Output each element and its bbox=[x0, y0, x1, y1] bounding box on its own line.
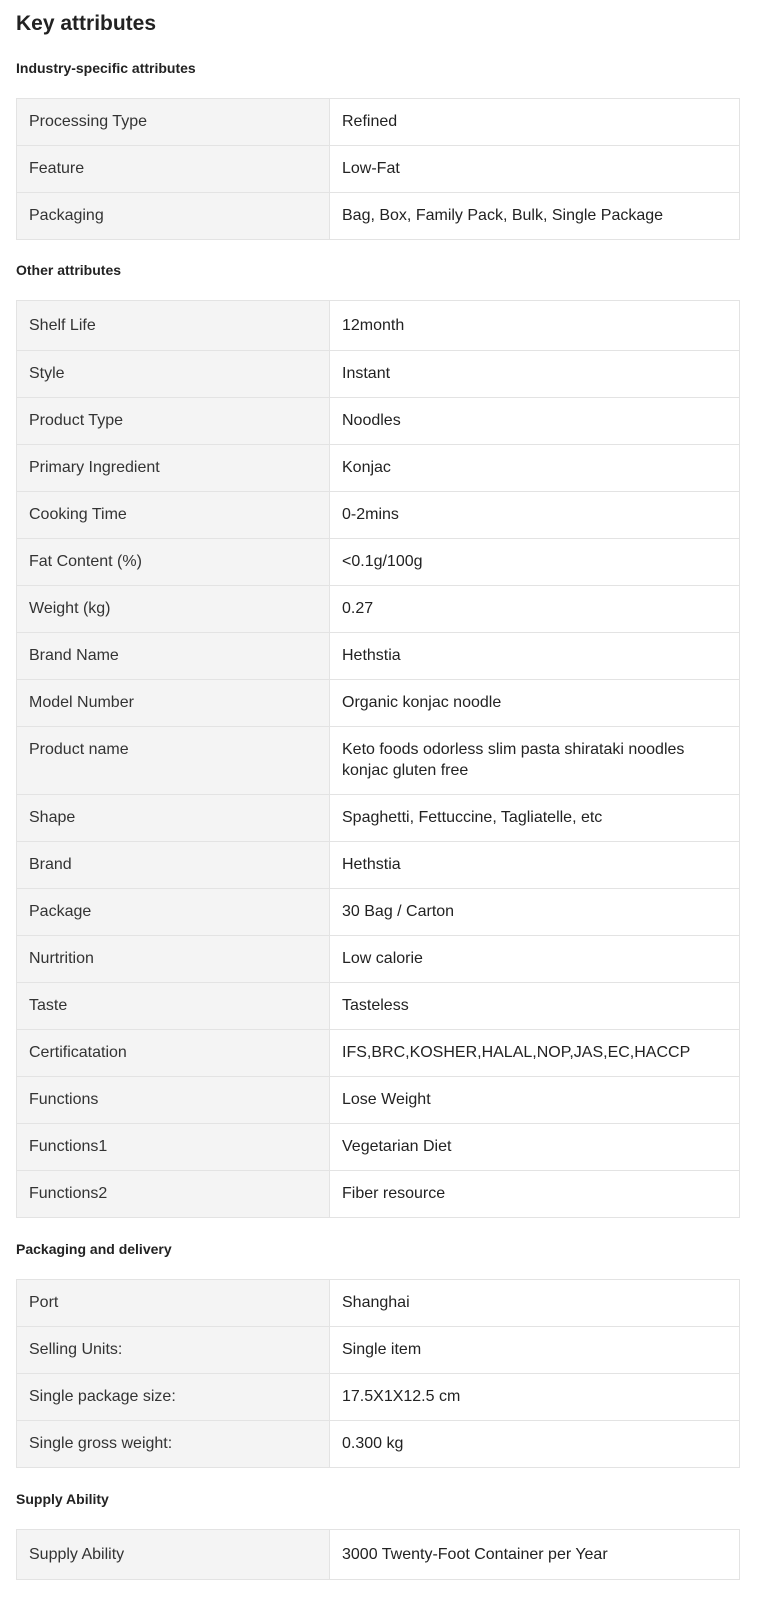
attribute-value: Low calorie bbox=[330, 936, 740, 983]
table-row bbox=[17, 1327, 740, 1374]
table-row bbox=[17, 727, 740, 795]
attribute-value: Organic konjac noodle bbox=[330, 680, 740, 727]
key-attributes-panel bbox=[16, 0, 740, 1580]
attribute-label: Selling Units: bbox=[17, 1327, 330, 1374]
table-row bbox=[17, 445, 740, 492]
attribute-label: Nurtrition bbox=[17, 936, 330, 983]
table-row bbox=[17, 99, 740, 146]
table-row bbox=[17, 301, 740, 351]
attribute-value: Bag, Box, Family Pack, Bulk, Single Package bbox=[330, 193, 740, 240]
section-title-industry-specific: Industry-specific attributes bbox=[16, 60, 196, 76]
attribute-value: IFS,BRC,KOSHER,HALAL,NOP,JAS,EC,HACCP bbox=[330, 1030, 740, 1077]
attribute-label: Port bbox=[17, 1280, 330, 1327]
table-row bbox=[17, 889, 740, 936]
attribute-value: Instant bbox=[330, 351, 740, 398]
table-row bbox=[17, 795, 740, 842]
attribute-value: Shanghai bbox=[330, 1280, 740, 1327]
attribute-label: Supply Ability bbox=[17, 1530, 330, 1580]
attribute-label: Functions2 bbox=[17, 1171, 330, 1218]
attribute-value: Lose Weight bbox=[330, 1077, 740, 1124]
attributes-table-other bbox=[16, 300, 740, 1218]
attributes-table-supply-ability bbox=[16, 1529, 740, 1580]
attribute-label: Product name bbox=[17, 727, 330, 795]
table-row bbox=[17, 842, 740, 889]
table-row bbox=[17, 1530, 740, 1580]
attribute-label: Functions1 bbox=[17, 1124, 330, 1171]
attribute-value: 0-2mins bbox=[330, 492, 740, 539]
table-row bbox=[17, 146, 740, 193]
attribute-label: Model Number bbox=[17, 680, 330, 727]
attribute-label: Cooking Time bbox=[17, 492, 330, 539]
attribute-value: Hethstia bbox=[330, 842, 740, 889]
attribute-label: Processing Type bbox=[17, 99, 330, 146]
attribute-value: 3000 Twenty-Foot Container per Year bbox=[330, 1530, 740, 1580]
attribute-label: Functions bbox=[17, 1077, 330, 1124]
attribute-label: Shape bbox=[17, 795, 330, 842]
table-row bbox=[17, 983, 740, 1030]
attribute-value: Tasteless bbox=[330, 983, 740, 1030]
table-row bbox=[17, 492, 740, 539]
table-row bbox=[17, 680, 740, 727]
attribute-label: Packaging bbox=[17, 193, 330, 240]
table-row bbox=[17, 1124, 740, 1171]
section-title-other: Other attributes bbox=[16, 262, 122, 278]
table-row bbox=[17, 1421, 740, 1468]
attribute-value: Hethstia bbox=[330, 633, 740, 680]
table-row bbox=[17, 1280, 740, 1327]
attribute-value: Spaghetti, Fettuccine, Tagliatelle, etc bbox=[330, 795, 740, 842]
page-title: Key attributes bbox=[16, 12, 157, 35]
attribute-label: Weight (kg) bbox=[17, 586, 330, 633]
table-row bbox=[17, 586, 740, 633]
attribute-value: 0.27 bbox=[330, 586, 740, 633]
table-row bbox=[17, 1374, 740, 1421]
table-row bbox=[17, 398, 740, 445]
attribute-label: Single package size: bbox=[17, 1374, 330, 1421]
attributes-table-packaging-delivery bbox=[16, 1279, 740, 1468]
table-row bbox=[17, 633, 740, 680]
attribute-value: Refined bbox=[330, 99, 740, 146]
section-title-packaging-delivery: Packaging and delivery bbox=[16, 1241, 172, 1257]
attribute-value: <0.1g/100g bbox=[330, 539, 740, 586]
table-row bbox=[17, 351, 740, 398]
attribute-label: Package bbox=[17, 889, 330, 936]
attribute-value: Konjac bbox=[330, 445, 740, 492]
attribute-value: Keto foods odorless slim pasta shirataki noodles konjac gluten free bbox=[330, 727, 740, 795]
attribute-label: Taste bbox=[17, 983, 330, 1030]
attribute-label: Product Type bbox=[17, 398, 330, 445]
table-row bbox=[17, 936, 740, 983]
table-row bbox=[17, 1077, 740, 1124]
attribute-value: Vegetarian Diet bbox=[330, 1124, 740, 1171]
attribute-label: Single gross weight: bbox=[17, 1421, 330, 1468]
attribute-value: Low-Fat bbox=[330, 146, 740, 193]
table-row bbox=[17, 193, 740, 240]
attribute-label: Feature bbox=[17, 146, 330, 193]
attributes-table-industry-specific bbox=[16, 98, 740, 240]
section-title-supply-ability: Supply Ability bbox=[16, 1491, 109, 1507]
attribute-label: Shelf Life bbox=[17, 301, 330, 351]
attribute-value: 12month bbox=[330, 301, 740, 351]
attribute-label: Brand bbox=[17, 842, 330, 889]
attribute-label: Primary Ingredient bbox=[17, 445, 330, 492]
attribute-label: Style bbox=[17, 351, 330, 398]
attribute-value: 17.5X1X12.5 cm bbox=[330, 1374, 740, 1421]
attribute-value: Noodles bbox=[330, 398, 740, 445]
table-row bbox=[17, 1030, 740, 1077]
attribute-label: Fat Content (%) bbox=[17, 539, 330, 586]
attribute-value: 30 Bag / Carton bbox=[330, 889, 740, 936]
attribute-value: Fiber resource bbox=[330, 1171, 740, 1218]
attribute-label: Brand Name bbox=[17, 633, 330, 680]
table-row bbox=[17, 1171, 740, 1218]
attribute-value: 0.300 kg bbox=[330, 1421, 740, 1468]
table-row bbox=[17, 539, 740, 586]
attribute-value: Single item bbox=[330, 1327, 740, 1374]
attribute-label: Certificatation bbox=[17, 1030, 330, 1077]
